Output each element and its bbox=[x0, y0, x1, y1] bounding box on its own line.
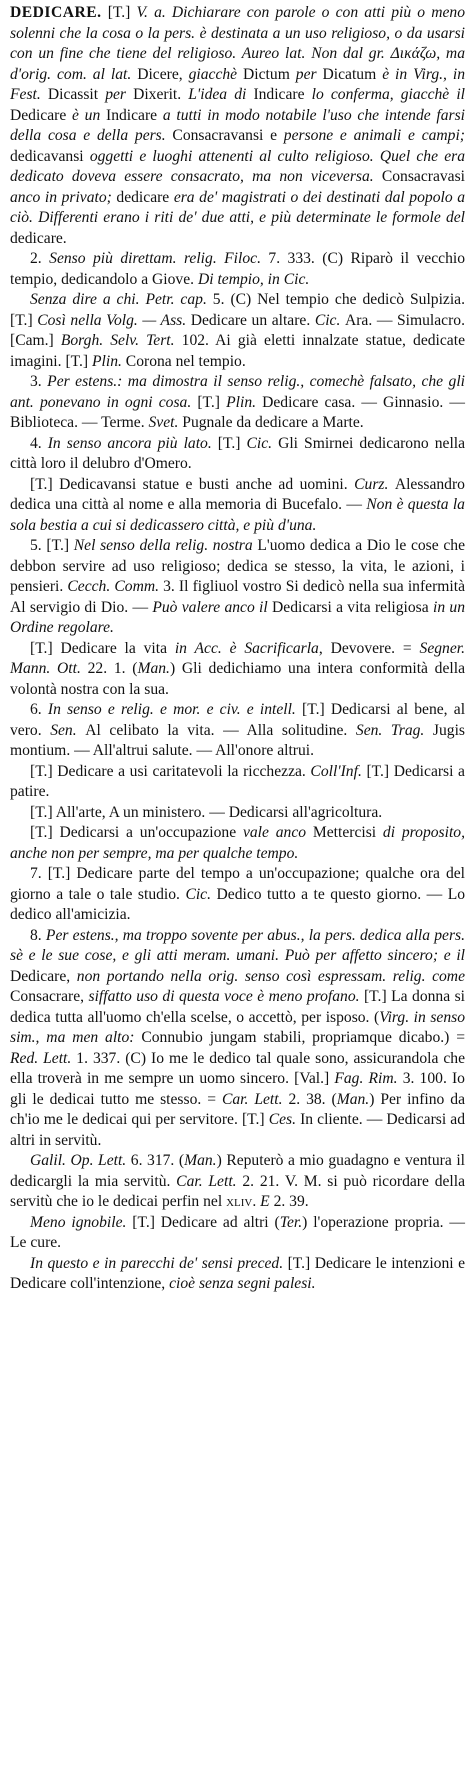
text-run: 2. 39. bbox=[273, 1193, 309, 1210]
text-run: Indicare bbox=[253, 86, 312, 103]
text-run: [T.] Dedicare la vita bbox=[30, 639, 175, 657]
entry-sense-paragraph bbox=[10, 639, 465, 701]
text-run: 8. bbox=[30, 926, 46, 944]
text-run: , Devovere. = bbox=[318, 639, 420, 657]
text-run: [T.] bbox=[101, 4, 137, 21]
text-run: Consacravansi e bbox=[172, 127, 284, 144]
text-run: Dicatum bbox=[322, 65, 383, 83]
text-run: [T.] Dedicare a usi caritatevoli la ricchezza. bbox=[30, 762, 311, 780]
italic-text: lo conferma, giacchè il bbox=[311, 86, 465, 103]
roman-numeral: xliv bbox=[226, 1193, 253, 1210]
entry-sense-paragraph bbox=[10, 536, 465, 639]
text-run: Alessandro dedica una città al nome e alla memoria di Bucefalo. — bbox=[10, 475, 465, 513]
italic-text: Cic. bbox=[185, 885, 217, 903]
dictionary-entry bbox=[10, 0, 465, 1295]
italic-text: a tutti in modo notabile l'uso che intende farsi della cosa e della pers. bbox=[10, 106, 466, 144]
italic-text: In questo e in parecchi de' sensi preced. bbox=[30, 1254, 284, 1272]
text-run: 4. bbox=[30, 434, 48, 452]
text-run: Dedicare, bbox=[10, 967, 77, 985]
italic-text: è un bbox=[72, 106, 107, 124]
entry-sense-paragraph bbox=[10, 290, 465, 372]
text-run: [T.] Dedicarsi a un'occupazione bbox=[30, 824, 243, 841]
text-run: Al celibato la vita. — Alla solitudine. bbox=[85, 721, 356, 739]
italic-text: oggetti e luoghi attenenti al culto religioso. Quel che era dedicato doveva essere consacrato, ma non viceversa. bbox=[10, 147, 466, 185]
text-run: Consacrare, bbox=[10, 988, 89, 1005]
italic-text: Ces. bbox=[268, 1111, 301, 1128]
italic-text: per bbox=[105, 86, 134, 103]
italic-text: L'idea di bbox=[188, 86, 254, 103]
italic-text: Borgh. Selv. Tert. bbox=[60, 332, 182, 349]
text-run: 2. 38. ( bbox=[288, 1090, 337, 1108]
text-run: Consacravasi bbox=[381, 168, 465, 185]
text-run: 5. [T.] bbox=[30, 537, 74, 554]
italic-text: cioè senza segni palesi. bbox=[169, 1275, 316, 1292]
italic-text: Senza dire a chi. Petr. cap. bbox=[30, 291, 213, 308]
text-run: dedicavansi bbox=[10, 147, 90, 165]
entry-sense-paragraph bbox=[10, 1151, 465, 1213]
text-run: 2. 21. V. M. si può ricordare della servitù che io le dedicai perfin nel bbox=[10, 1172, 465, 1210]
entry-sense-paragraph bbox=[10, 823, 465, 864]
text-run: ) Gli dedichiamo una intera conformità della volontà nostra con la sua. bbox=[10, 660, 465, 698]
text-run: 5. (C) Nel tempio che dedicò Sulpizia. [T.] bbox=[10, 291, 465, 329]
italic-text: Galil. Op. Lett. bbox=[30, 1152, 131, 1169]
italic-text: Coll'Inf. bbox=[310, 762, 362, 780]
text-run: 1. 337. (C) Io me le dedico tal quale sono, assicurandola che ella troverà in me sempre un uomo sincero. [Val.] bbox=[10, 1049, 465, 1087]
text-run: 22. 1. ( bbox=[87, 660, 138, 677]
text-run: 3. 100. Io gli le dedicai tutto me stesso. = bbox=[10, 1070, 465, 1108]
text-run: Dixerit. bbox=[133, 86, 189, 103]
entry-sense-paragraph bbox=[10, 700, 465, 762]
text-run: [T.] Dedicare le intenzioni e Dedicare coll'intenzione, bbox=[10, 1254, 465, 1292]
text-run: 3. bbox=[30, 373, 48, 390]
entry-sense-paragraph bbox=[10, 803, 465, 824]
entry-sense-paragraph bbox=[10, 1213, 465, 1254]
italic-text: Meno ignobile. bbox=[30, 1213, 127, 1231]
text-run: Corona nel tempio. bbox=[125, 352, 246, 370]
text-run: [T.] All'arte, A un ministero. — Dedicarsi all'agricoltura. bbox=[30, 803, 383, 821]
italic-text: era de' magistrati o dei destinati dal popolo a ciò. Differenti erano i riti de' due atti, e più determinate le formole del bbox=[10, 188, 466, 226]
entry-sense-paragraph bbox=[10, 249, 465, 290]
italic-text: Fag. Rim. bbox=[334, 1070, 403, 1087]
text-run: dedicare. bbox=[10, 229, 67, 247]
text-run: [T.] Dedicavansi statue e busti anche ad uomini. bbox=[30, 475, 355, 493]
text-run: Dedicarsi a vita religiosa bbox=[272, 598, 433, 616]
entry-sense-paragraph bbox=[10, 1254, 465, 1295]
entry-sense-paragraph bbox=[10, 434, 465, 475]
italic-text: persone e animali e campi; bbox=[283, 127, 465, 144]
text-run: [T.] Dedicarsi a patire. bbox=[10, 762, 465, 800]
italic-text: E bbox=[260, 1193, 274, 1210]
italic-text: Man. bbox=[184, 1152, 217, 1169]
text-run: 3. Il figliuol vostro Si dedicò nella sua infermità Al servigio di Dio. — bbox=[10, 578, 465, 616]
text-run: Mettercisi bbox=[312, 824, 383, 841]
text-run: [T.] Dedicarsi al bene, al vero. bbox=[10, 701, 466, 739]
italic-text: Senso più direttam. relig. Filoc. bbox=[49, 250, 269, 267]
italic-text: Curz. bbox=[354, 475, 395, 493]
italic-text: Così nella Volg. — Ass. bbox=[37, 311, 187, 329]
italic-text: in Acc. è Sacrificarla bbox=[174, 639, 319, 657]
text-run: Dedicare bbox=[10, 106, 73, 124]
text-run: Dicassit bbox=[40, 86, 106, 103]
italic-text: giacchè bbox=[188, 65, 244, 83]
italic-text: Car. Lett. bbox=[221, 1090, 289, 1108]
italic-text: Cic. bbox=[246, 434, 279, 452]
italic-text: V. a. Dichiarare con parole o con atti più o meno solenni che la cosa o la pers. è destinata a un uso religioso, o da usarsi con un fine che tiene del religioso. Aureo lat. Non dal gr. Δικάζω, ma d'orig. com. al lat. bbox=[10, 4, 465, 83]
text-run: [T.] La donna si dedica tutta all'uomo ch'ella scelse, o accettò, per isposo. ( bbox=[10, 988, 465, 1026]
italic-text: Sen. bbox=[50, 721, 86, 739]
text-run: In cliente. — Dedicarsi ad altri in servitù. bbox=[10, 1111, 465, 1149]
text-run: 102. Ai già eletti innalzate statue, dedicate imagini. [T.] bbox=[10, 332, 465, 370]
headword: DEDICARE. bbox=[10, 4, 102, 21]
italic-text: siffatto uso di questa voce è meno profano. bbox=[88, 988, 360, 1005]
text-run: Dictum bbox=[243, 65, 296, 83]
text-run: Ara. — Simulacro. [Cam.] bbox=[10, 311, 465, 349]
italic-text: Car. Lett. bbox=[176, 1172, 243, 1190]
text-run: Gli Smirnei dedicarono nella città loro il delubro d'Omero. bbox=[10, 434, 466, 472]
text-run: Dedicare un altare. bbox=[186, 311, 315, 329]
entry-sense-paragraph bbox=[10, 864, 465, 926]
entry-definition bbox=[10, 3, 465, 249]
text-run: 7. [T.] Dedicare parte del tempo a un'occupazione; qualche ora del giorno a tale o tale studio. bbox=[10, 865, 465, 903]
italic-text: in un Ordine regolare. bbox=[10, 598, 466, 636]
entry-sense-paragraph bbox=[10, 762, 465, 803]
entry-sense-paragraph bbox=[10, 475, 465, 537]
text-run: L'uomo dedica a Dio le cose che debbon servire ad uso religioso; dedica se stesso, la vita, le azioni, i pensieri. bbox=[10, 537, 465, 595]
italic-text: anco in privato; bbox=[10, 188, 117, 206]
text-run: Indicare bbox=[106, 106, 163, 124]
italic-text: Plin. bbox=[226, 393, 263, 411]
italic-text: non portando nella orig. senso così espressam. relig. come bbox=[76, 967, 465, 985]
text-run: 7. 333. (C) Riparò il vecchio tempio, dedicandolo a Giove. bbox=[10, 250, 465, 288]
text-run: dedicare bbox=[116, 188, 174, 206]
text-run: Jugis montium. — All'altrui salute. — All'onore altrui. bbox=[10, 721, 465, 759]
text-run: 2. bbox=[30, 250, 50, 267]
italic-text: In senso e relig. e mor. e civ. e intell. bbox=[47, 701, 296, 718]
italic-text: Non è questa la sola bestia a cui si dedicassero città, e più d'una. bbox=[10, 496, 465, 534]
italic-text: In senso ancora più lato. bbox=[47, 434, 212, 452]
text-run: 6. bbox=[30, 701, 48, 718]
italic-text: Ter. bbox=[279, 1213, 303, 1231]
text-run: ) l'operazione propria. — Le cure. bbox=[10, 1213, 466, 1251]
italic-text: per bbox=[295, 65, 323, 83]
italic-text: vale anco bbox=[242, 824, 313, 841]
italic-text: Segner. Mann. Ott. bbox=[10, 639, 465, 677]
italic-text: Plin. bbox=[92, 352, 126, 370]
italic-text: Sen. Trag. bbox=[355, 721, 433, 739]
text-run: [T.] bbox=[211, 434, 247, 452]
entry-sense-paragraph bbox=[10, 372, 465, 434]
italic-text: Per estens., ma troppo sovente per abus., la pers. dedica alla pers. sè e le sue cose, e gli atti meram. umani. Può per affetto sincero; e il bbox=[10, 926, 466, 964]
italic-text: Può valere anco il bbox=[152, 598, 273, 616]
italic-text: Cic. bbox=[314, 311, 345, 329]
text-run: [T.] bbox=[191, 393, 227, 411]
italic-text: di proposito, anche non per sempre, ma per qualche tempo. bbox=[10, 824, 465, 862]
italic-text: Cecch. Comm. bbox=[67, 578, 164, 595]
entry-sense-paragraph bbox=[10, 926, 465, 1152]
text-run: ) Reputerò a mio guadagno e ventura il dedicargli la mia servitù. bbox=[10, 1152, 466, 1190]
text-run: Connubio jungam stabili, propriamque dicabo.) = bbox=[141, 1029, 466, 1046]
italic-text: Per estens.: ma dimostra il senso relig., comechè falsato, che gli ant. ponevano in ogni cosa. bbox=[10, 373, 466, 411]
text-run: Dicere, bbox=[137, 65, 189, 83]
text-run: 6. 317. ( bbox=[130, 1152, 185, 1169]
text-run: . bbox=[252, 1193, 261, 1210]
text-run: Pugnale da dedicare a Marte. bbox=[182, 414, 364, 431]
text-run: ) Per infino da ch'io me le dedicai qui per servitore. [T.] bbox=[10, 1090, 465, 1128]
italic-text: è in Virg., in Fest. bbox=[10, 65, 465, 103]
italic-text: Man. bbox=[137, 660, 170, 677]
italic-text: Red. Lett. bbox=[10, 1049, 77, 1067]
italic-text: Nel senso della relig. nostra bbox=[73, 537, 253, 554]
text-run: Dedicare casa. — Ginnasio. — Biblioteca. — Terme. bbox=[10, 393, 465, 431]
italic-text: Svet. bbox=[148, 414, 183, 431]
italic-text: Virg. in senso sim., ma men alto: bbox=[10, 1008, 465, 1046]
italic-text: Di tempio, in Cic. bbox=[197, 270, 310, 288]
italic-text: Man. bbox=[336, 1090, 370, 1108]
text-run: Dedico tutto a te questo giorno. — Lo dedico all'amicizia. bbox=[10, 885, 466, 923]
text-run: [T.] Dedicare ad altri ( bbox=[126, 1213, 280, 1231]
